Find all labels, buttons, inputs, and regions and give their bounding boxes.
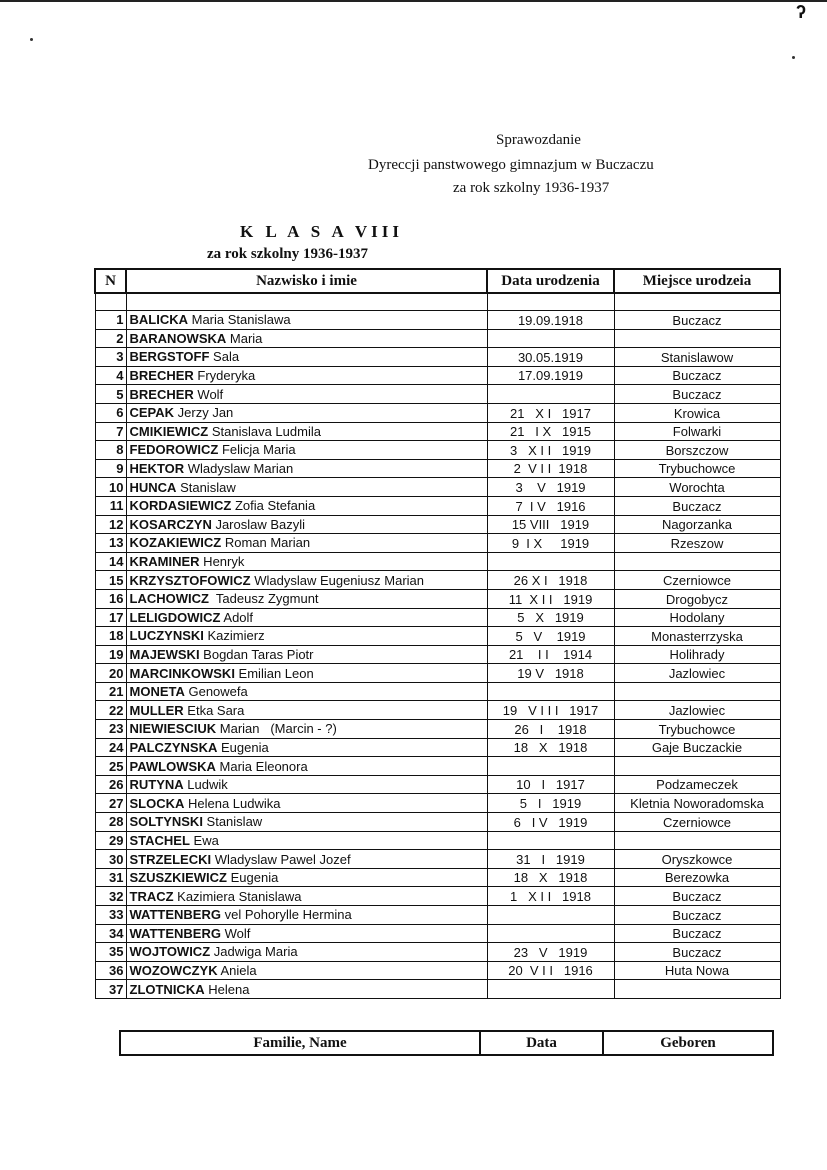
corner-handwritten-mark: ʔ [796,2,807,22]
row-number: 27 [95,794,126,813]
student-name [126,664,487,683]
table-row [95,311,780,330]
student-given-names: Kazimiera Stanislawa [173,888,302,904]
student-surname: SOLTYNSKI [129,814,203,830]
birth-date: 17.09.1919 [487,366,614,385]
student-given-names: Maria Stanislawa [188,312,291,328]
student-name [126,348,487,367]
birth-date: 18 X 1918 [487,738,614,757]
student-given-names: Fryderyka [193,368,256,384]
row-number: 13 [95,534,126,553]
student-given-names: Stanislaw [202,814,263,830]
table-row [95,385,780,404]
student-given-names: Jerzy Jan [174,405,234,421]
birth-place: Huta Nowa [614,961,780,980]
birth-place: Jazlowiec [614,664,780,683]
table-row [95,738,780,757]
student-given-names: Eugenia [227,870,279,886]
student-name [126,589,487,608]
student-given-names: Zofia Stefania [231,498,316,514]
table-header-row [95,269,780,293]
table-row [95,794,780,813]
birth-place: Buczacz [614,311,780,330]
student-given-names: Helena Ludwika [184,795,281,811]
birth-place: Buczacz [614,924,780,943]
student-given-names: Jadwiga Maria [210,944,298,960]
birth-place: Borszczow [614,441,780,460]
student-given-names: Kazimierz [203,628,265,644]
student-given-names: Wolf [193,386,224,402]
birth-place: Worochta [614,478,780,497]
birth-place: Buczacz [614,943,780,962]
student-name [126,311,487,330]
student-surname: LUCZYNSKI [129,628,204,644]
row-number: 25 [95,757,126,776]
birth-place: Buczacz [614,906,780,925]
table-row [95,943,780,962]
student-given-names: Wladyslaw Pawel Jozef [211,851,351,867]
header-title: Sprawozdanie [496,132,581,148]
student-given-names: Henryk [199,554,245,570]
birth-date [487,906,614,925]
student-surname: BARANOWSKA [129,330,227,346]
student-given-names: Ewa [189,832,219,848]
student-name [126,403,487,422]
row-number: 31 [95,868,126,887]
row-number: 29 [95,831,126,850]
student-surname: LELIGDOWICZ [129,609,221,625]
row-number: 22 [95,701,126,720]
student-given-names: Maria [226,330,263,346]
birth-place: Czerniowce [614,571,780,590]
student-surname: WOZOWCZYK [129,963,218,979]
birth-date [487,682,614,701]
student-name [126,515,487,534]
student-given-names: Genowefa [184,684,248,700]
student-surname: NIEWIESCIUK [129,721,217,737]
birth-place: Hodolany [614,608,780,627]
student-name [126,608,487,627]
student-name [126,701,487,720]
student-name [126,943,487,962]
birth-date: 26 I 1918 [487,720,614,739]
col-header-birthdate: Data urodzenia [487,269,614,293]
student-surname: KORDASIEWICZ [129,498,232,514]
student-given-names: Emilian Leon [234,665,314,681]
student-surname: WATTENBERG [129,907,221,923]
student-surname: BERGSTOFF [129,349,210,365]
col-header-birthplace: Miejsce urodzeia [614,269,780,293]
student-given-names: Eugenia [217,739,269,755]
row-number: 24 [95,738,126,757]
student-given-names: Wladyslaw Eugeniusz Marian [250,572,424,588]
birth-place [614,552,780,571]
table-row [95,682,780,701]
birth-place: Trybuchowce [614,459,780,478]
row-number: 26 [95,775,126,794]
row-number: 3 [95,348,126,367]
birth-date [487,924,614,943]
student-name [126,682,487,701]
student-surname: TRACZ [129,888,174,904]
student-name [126,757,487,776]
student-given-names: Bogdan Taras Piotr [199,646,314,662]
footer-col-name: Familie, Name [120,1031,480,1055]
student-name [126,645,487,664]
birth-date: 5 I 1919 [487,794,614,813]
birth-date [487,552,614,571]
row-number: 11 [95,496,126,515]
student-given-names: Felicja Maria [218,442,296,458]
table-row [95,478,780,497]
birth-date: 3 V 1919 [487,478,614,497]
table-row [95,757,780,776]
birth-place: Nagorzanka [614,515,780,534]
birth-place: Drogobycz [614,589,780,608]
student-name [126,794,487,813]
row-number: 34 [95,924,126,943]
birth-place: Stanislawow [614,348,780,367]
birth-date: 15 VIII 1919 [487,515,614,534]
row-number: 23 [95,720,126,739]
birth-date: 9 I X 1919 [487,534,614,553]
birth-place [614,329,780,348]
table-row [95,701,780,720]
student-surname: KOZAKIEWICZ [129,535,222,551]
birth-place: Berezowka [614,868,780,887]
birth-date [487,980,614,999]
student-surname: MONETA [129,684,185,700]
table-row [95,422,780,441]
row-number: 17 [95,608,126,627]
birth-date [487,757,614,776]
student-name [126,534,487,553]
student-given-names: vel Pohorylle Hermina [220,907,352,923]
row-number: 15 [95,571,126,590]
birth-date: 1 X I I 1918 [487,887,614,906]
row-number: 16 [95,589,126,608]
student-name [126,775,487,794]
student-given-names: Roman Marian [221,535,311,551]
student-given-names: Etka Sara [183,702,245,718]
student-surname: SZUSZKIEWICZ [129,870,227,886]
birth-date [487,385,614,404]
student-name [126,441,487,460]
table-row [95,645,780,664]
student-surname: HUNCA [129,479,177,495]
table-row [95,329,780,348]
table-row [95,608,780,627]
student-table [94,268,781,999]
birth-date: 5 X 1919 [487,608,614,627]
birth-date: 19.09.1918 [487,311,614,330]
footer-header-row [120,1031,773,1055]
birth-place: Trybuchowce [614,720,780,739]
student-given-names: Marian (Marcin - ?) [216,721,337,737]
birth-place: Rzeszow [614,534,780,553]
class-year: za rok szkolny 1936-1937 [207,246,368,262]
page-top-rule [0,0,827,2]
birth-place: Podzameczek [614,775,780,794]
table-body [95,293,780,998]
student-surname: LACHOWICZ [129,591,209,607]
row-number: 6 [95,403,126,422]
table-row [95,868,780,887]
student-surname: RUTYNA [129,777,184,793]
birth-date: 6 I V 1919 [487,813,614,832]
row-number: 30 [95,850,126,869]
table-row [95,515,780,534]
birth-date: 30.05.1919 [487,348,614,367]
student-name [126,459,487,478]
spacer-cell [614,293,780,311]
row-number: 8 [95,441,126,460]
birth-place: Buczacz [614,385,780,404]
table-row [95,496,780,515]
student-given-names: Sala [209,349,240,365]
row-number: 9 [95,459,126,478]
header-institution: Dyreccji panstwowego gimnazjum w Buczaczu [368,157,654,173]
birth-date: 18 X 1918 [487,868,614,887]
row-number: 19 [95,645,126,664]
table-row [95,534,780,553]
birth-place: Krowica [614,403,780,422]
table-row [95,348,780,367]
birth-date: 19 V 1918 [487,664,614,683]
student-given-names: Stanislava Ludmila [208,423,321,439]
birth-place [614,757,780,776]
table-row [95,589,780,608]
student-name [126,738,487,757]
row-number: 14 [95,552,126,571]
student-name [126,906,487,925]
table-row [95,887,780,906]
row-number: 10 [95,478,126,497]
table-row [95,813,780,832]
table-row [95,980,780,999]
birth-place: Czerniowce [614,813,780,832]
row-number: 28 [95,813,126,832]
birth-place: Jazlowiec [614,701,780,720]
student-name [126,924,487,943]
row-number: 2 [95,329,126,348]
student-name [126,813,487,832]
table-row [95,459,780,478]
table-row [95,552,780,571]
row-number: 12 [95,515,126,534]
student-surname: CMIKIEWICZ [129,423,209,439]
spacer-cell [95,293,126,311]
student-given-names: Ludwik [183,777,228,793]
student-surname: WOJTOWICZ [129,944,211,960]
student-name [126,422,487,441]
student-name [126,720,487,739]
birth-place: Monasterrzyska [614,627,780,646]
student-name [126,366,487,385]
student-surname: MAJEWSKI [129,646,200,662]
birth-place: Gaje Buczackie [614,738,780,757]
row-number: 36 [95,961,126,980]
row-number: 37 [95,980,126,999]
header-school-year: za rok szkolny 1936-1937 [453,180,610,196]
student-name [126,385,487,404]
student-name [126,961,487,980]
student-surname: KRAMINER [129,554,200,570]
birth-date: 21 I I 1914 [487,645,614,664]
table-row [95,403,780,422]
table-row [95,720,780,739]
birth-date: 2 V I I 1918 [487,459,614,478]
student-surname: MARCINKOWSKI [129,665,235,681]
col-header-name: Nazwisko i imie [126,269,487,293]
birth-date: 20 V I I 1916 [487,961,614,980]
student-given-names: Wolf [220,925,251,941]
footer-table [119,1030,774,1056]
student-surname: FEDOROWICZ [129,442,219,458]
row-number: 35 [95,943,126,962]
row-number: 18 [95,627,126,646]
row-number: 4 [95,366,126,385]
student-name [126,571,487,590]
row-number: 32 [95,887,126,906]
student-surname: PAWLOWSKA [129,758,216,774]
student-given-names: Stanislaw [176,479,236,495]
table-row [95,627,780,646]
table-spacer-row [95,293,780,311]
birth-place [614,682,780,701]
spacer-cell [487,293,614,311]
table-row [95,664,780,683]
student-surname: BRECHER [129,386,194,402]
student-name [126,627,487,646]
birth-place [614,980,780,999]
student-name [126,329,487,348]
student-name [126,980,487,999]
footer-col-date: Data [480,1031,603,1055]
student-given-names: Maria Eleonora [215,758,308,774]
birth-date: 26 X I 1918 [487,571,614,590]
student-name [126,478,487,497]
student-surname: WATTENBERG [129,925,221,941]
student-surname: MULLER [129,702,184,718]
row-number: 1 [95,311,126,330]
student-surname: HEKTOR [129,461,185,477]
birth-place: Kletnia Noworadomska [614,794,780,813]
student-surname: SLOCKA [129,795,185,811]
birth-date: 7 I V 1916 [487,496,614,515]
student-given-names: Tadeusz Zygmunt [208,591,319,607]
col-header-n: N [95,269,126,293]
birth-date: 11 X I I 1919 [487,589,614,608]
birth-place: Buczacz [614,496,780,515]
student-given-names: Aniela [217,963,257,979]
birth-date [487,831,614,850]
footer-col-born: Geboren [603,1031,773,1055]
table-row [95,961,780,980]
student-surname: PALCZYNSKA [129,739,218,755]
birth-date: 3 X I I 1919 [487,441,614,460]
row-number: 33 [95,906,126,925]
birth-date: 21 X I 1917 [487,403,614,422]
birth-date: 5 V 1919 [487,627,614,646]
student-given-names: Wladyslaw Marian [184,461,294,477]
student-given-names: Adolf [220,609,254,625]
student-name [126,552,487,571]
student-surname: CEPAK [129,405,175,421]
row-number: 5 [95,385,126,404]
row-number: 20 [95,664,126,683]
student-given-names: Jaroslaw Bazyli [211,516,306,532]
student-name [126,850,487,869]
scan-speck [792,56,795,59]
student-name [126,868,487,887]
table-row [95,571,780,590]
birth-date: 10 I 1917 [487,775,614,794]
birth-date: 21 I X 1915 [487,422,614,441]
spacer-cell [126,293,487,311]
table-row [95,831,780,850]
birth-place: Buczacz [614,887,780,906]
birth-date [487,329,614,348]
table-row [95,924,780,943]
birth-place: Buczacz [614,366,780,385]
student-name [126,496,487,515]
table-row [95,366,780,385]
table-row [95,850,780,869]
scan-speck [30,38,33,41]
birth-date: 23 V 1919 [487,943,614,962]
student-surname: BRECHER [129,368,194,384]
student-surname: STACHEL [129,832,190,848]
table-row [95,906,780,925]
birth-date: 19 V I I I 1917 [487,701,614,720]
row-number: 7 [95,422,126,441]
birth-place: Folwarki [614,422,780,441]
student-surname: KRZYSZTOFOWICZ [129,572,251,588]
birth-date: 31 I 1919 [487,850,614,869]
student-given-names: Helena [204,981,250,997]
row-number: 21 [95,682,126,701]
student-name [126,831,487,850]
birth-place [614,831,780,850]
table-row [95,775,780,794]
birth-place: Holihrady [614,645,780,664]
class-title: K L A S A VIII [240,222,403,241]
birth-place: Oryszkowce [614,850,780,869]
student-surname: KOSARCZYN [129,516,212,532]
student-surname: ZLOTNICKA [129,981,205,997]
student-surname: BALICKA [129,312,188,328]
table-row [95,441,780,460]
student-name [126,887,487,906]
student-surname: STRZELECKI [129,851,212,867]
